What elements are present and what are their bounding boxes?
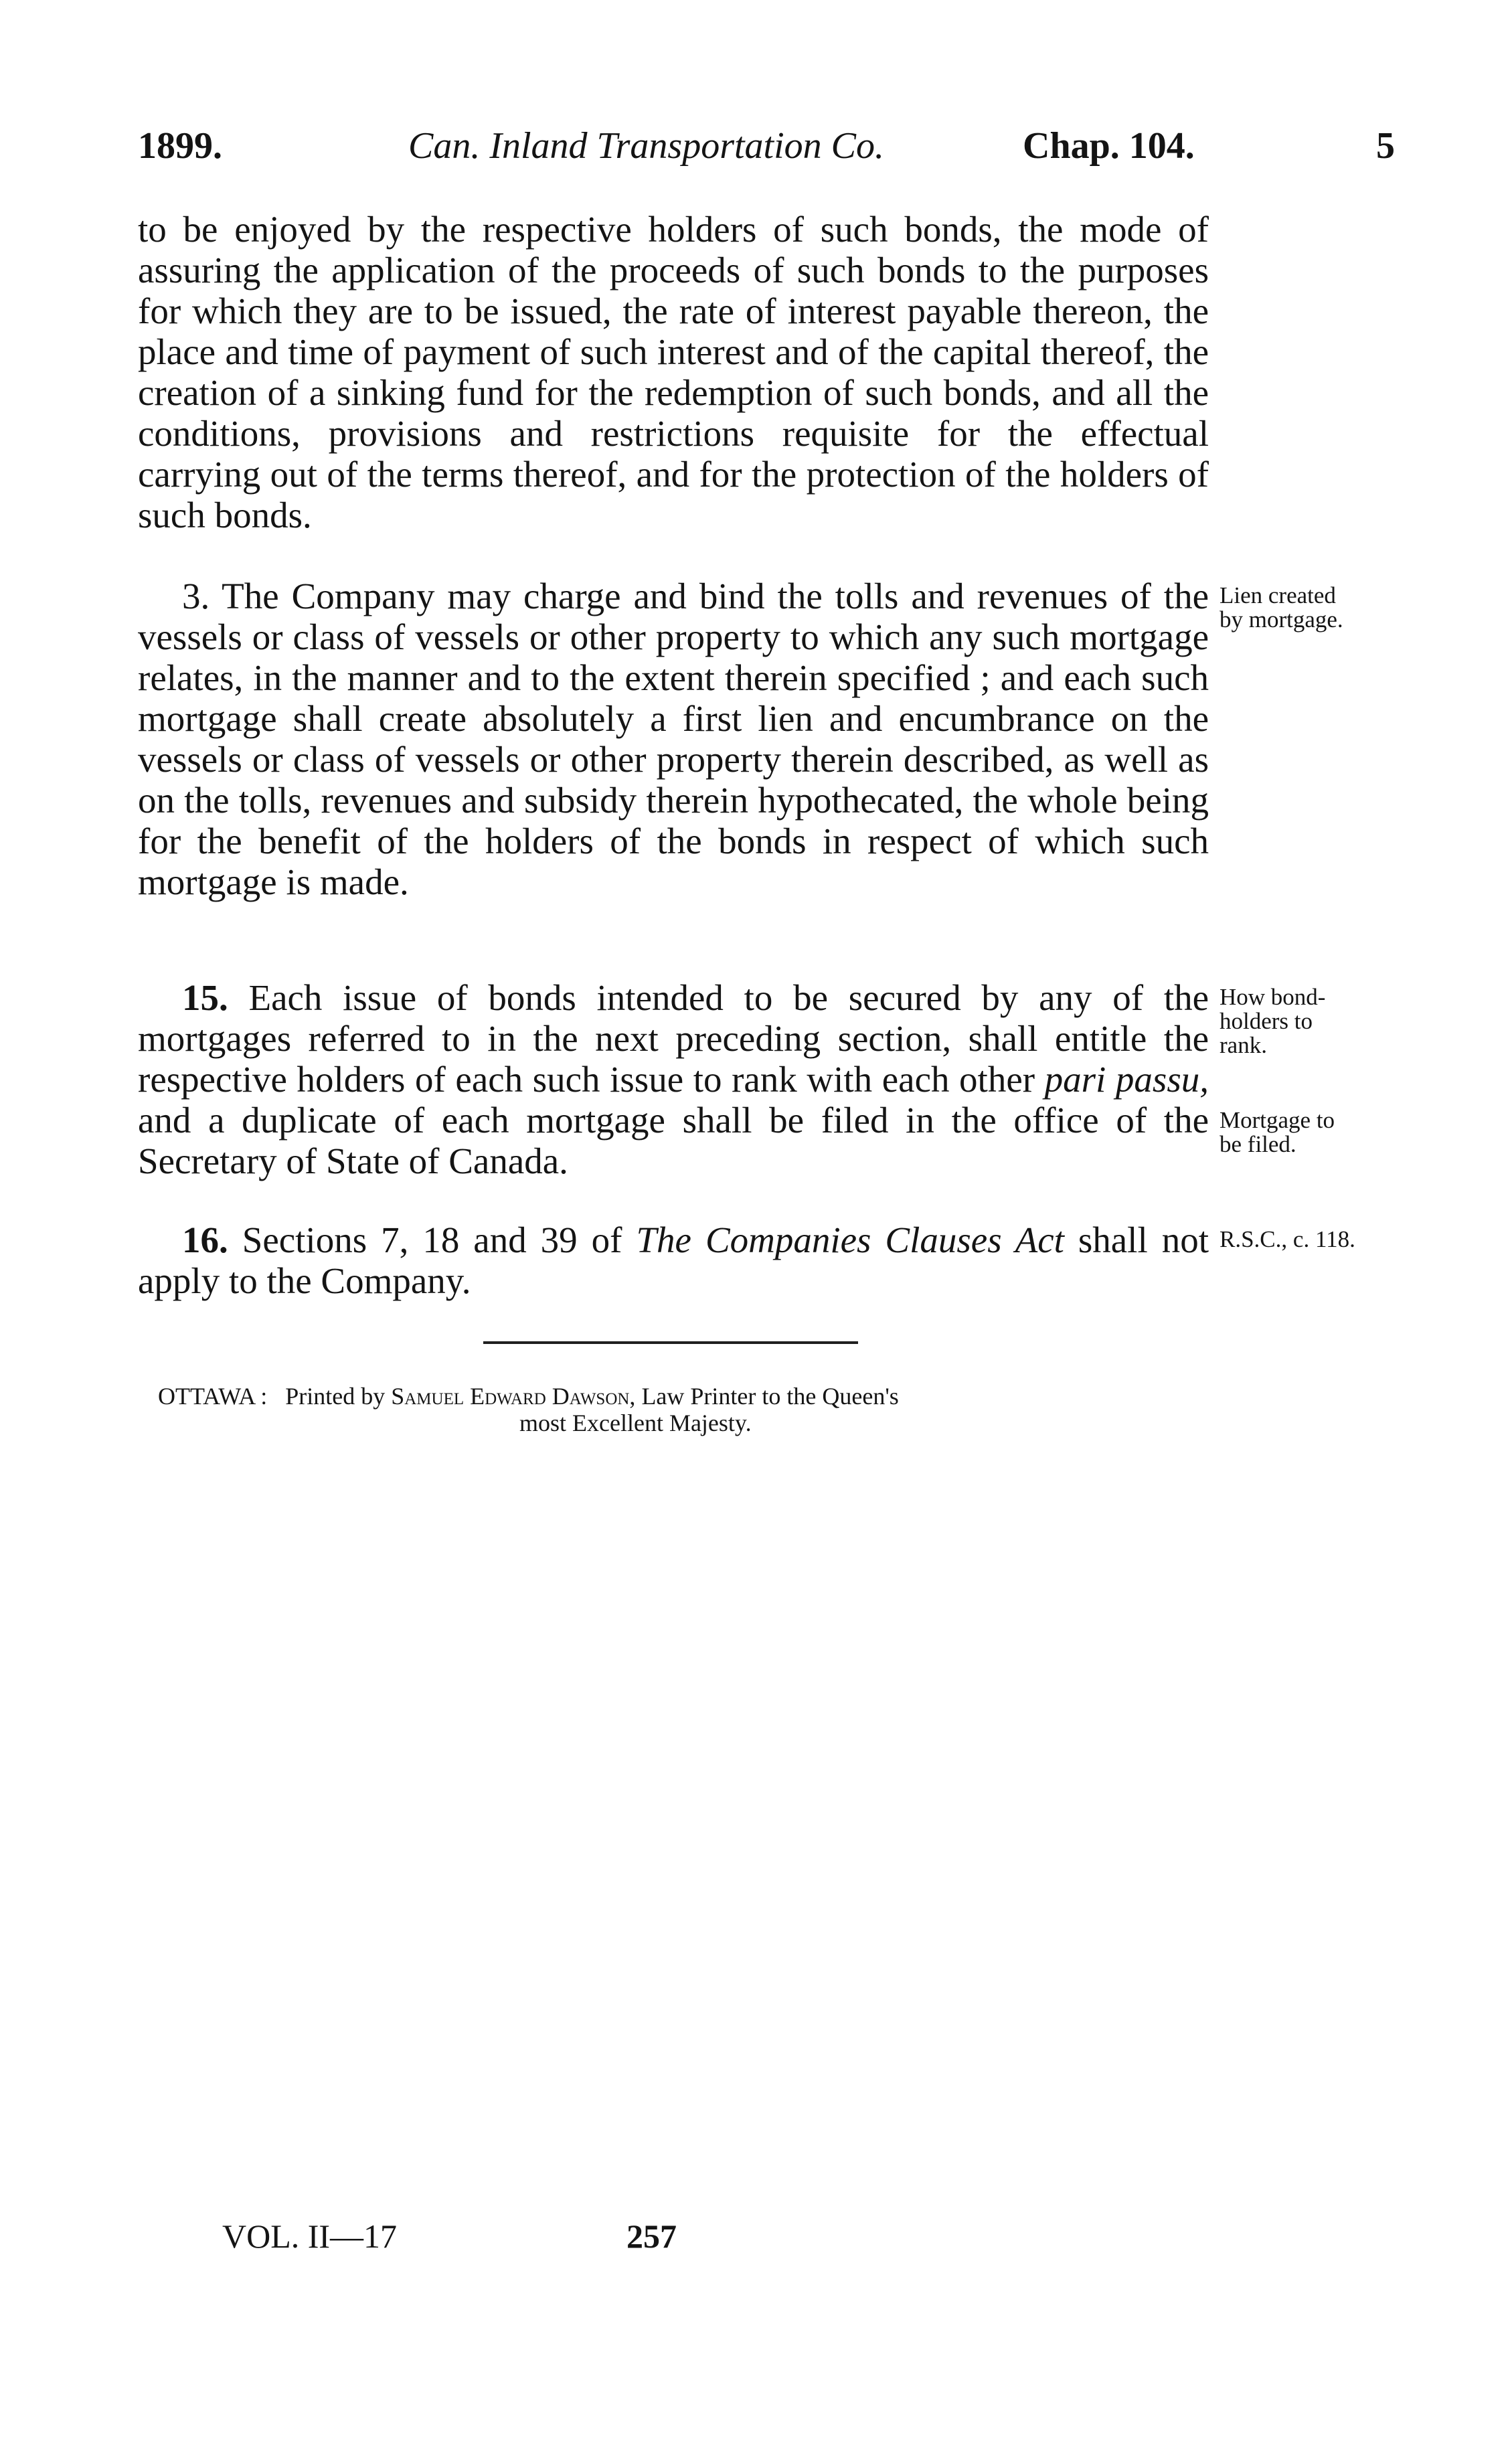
imprint-line1 (158, 1383, 1202, 1410)
imprint-printed-by: Printed by (285, 1383, 386, 1410)
section-16-text-a: Sections 7, 18 and 39 of (242, 1219, 637, 1260)
section-15-paragraph (138, 977, 1209, 1181)
header-page-number: 5 (1376, 125, 1395, 167)
header-year: 1899. (138, 125, 222, 167)
footer-page-number: 257 (626, 2217, 677, 2255)
imprint-place: OTTAWA : (158, 1383, 268, 1410)
section-16-paragraph (138, 1219, 1209, 1301)
section-16-italic: The Companies Clauses Act (636, 1219, 1064, 1260)
section-15-text-b: and a duplicate of each mortgage shall be filed in the office of the Secretary of State of Canada. (138, 1100, 1209, 1181)
section-15-number: 15. (182, 977, 228, 1018)
margin-note-filed-line2: be filed. (1220, 1131, 1296, 1157)
margin-note-holders-line1: How bond- (1220, 984, 1326, 1010)
footer-volume: VOL. II—17 (222, 2217, 398, 2255)
margin-note-lien-line1: Lien created (1220, 582, 1336, 608)
header-title: Can. Inland Transportation Co. (408, 125, 885, 167)
imprint-line1-rest: Law Printer to the Queen's (641, 1383, 899, 1410)
imprint (158, 1383, 1202, 1436)
section-15-italic: pari passu, (1044, 1059, 1209, 1100)
subsection-3-paragraph: 3. The Company may charge and bind the tolls and revenues of the vessels or class of vessels or other property to which any such mortgage relates, in the manner and to the extent therein specified ; and each such mortgage shall create absolutely a first lien and encumbrance on the vessels or class of vessels or other property therein described, as well as on the tolls, revenues and subsidy therein hypothecated, the whole being for the benefit of the holders of the bonds in respect of which such mortgage is made. (138, 576, 1209, 902)
margin-note-filed-line1: Mortgage to (1220, 1107, 1335, 1133)
section-16-text-b: shall not apply to the Company. (138, 1219, 1209, 1301)
imprint-line2: most Excellent Majesty. (519, 1410, 752, 1436)
margin-note-filed (1220, 1108, 1440, 1157)
margin-note-holders-line2: holders to (1220, 1008, 1313, 1034)
section-16-number: 16. (182, 1219, 228, 1260)
margin-note-holders (1220, 985, 1440, 1058)
imprint-printer-name: Samuel Edward Dawson, (391, 1383, 636, 1410)
divider-rule (483, 1341, 858, 1344)
paragraph-bonds-terms: to be enjoyed by the respective holders of such bonds, the mode of assuring the application of the proceeds of such bonds to the purposes for which they are to be issued, the rate of interest payable thereon, the place and time of payment of such interest and of the capital thereof, the creation of a sinking fund for the redemption of such bonds, and all the conditions, provisions and restrictions requisite for the effectual carrying out of the terms thereof, and for the protection of the holders of such bonds. (138, 209, 1209, 535)
section-15-text-a: Each issue of bonds intended to be secured by any of the mortgages referred to in the next preceding section, shall entitle the respective holders of each such issue to rank with each other (138, 977, 1209, 1100)
margin-note-lien (1220, 584, 1440, 632)
header-chapter: Chap. 104. (1023, 125, 1195, 167)
margin-note-rsc: R.S.C., c. 118. (1220, 1226, 1355, 1252)
margin-note-lien-line2: by mortgage. (1220, 606, 1343, 632)
margin-note-holders-line3: rank. (1220, 1032, 1267, 1058)
